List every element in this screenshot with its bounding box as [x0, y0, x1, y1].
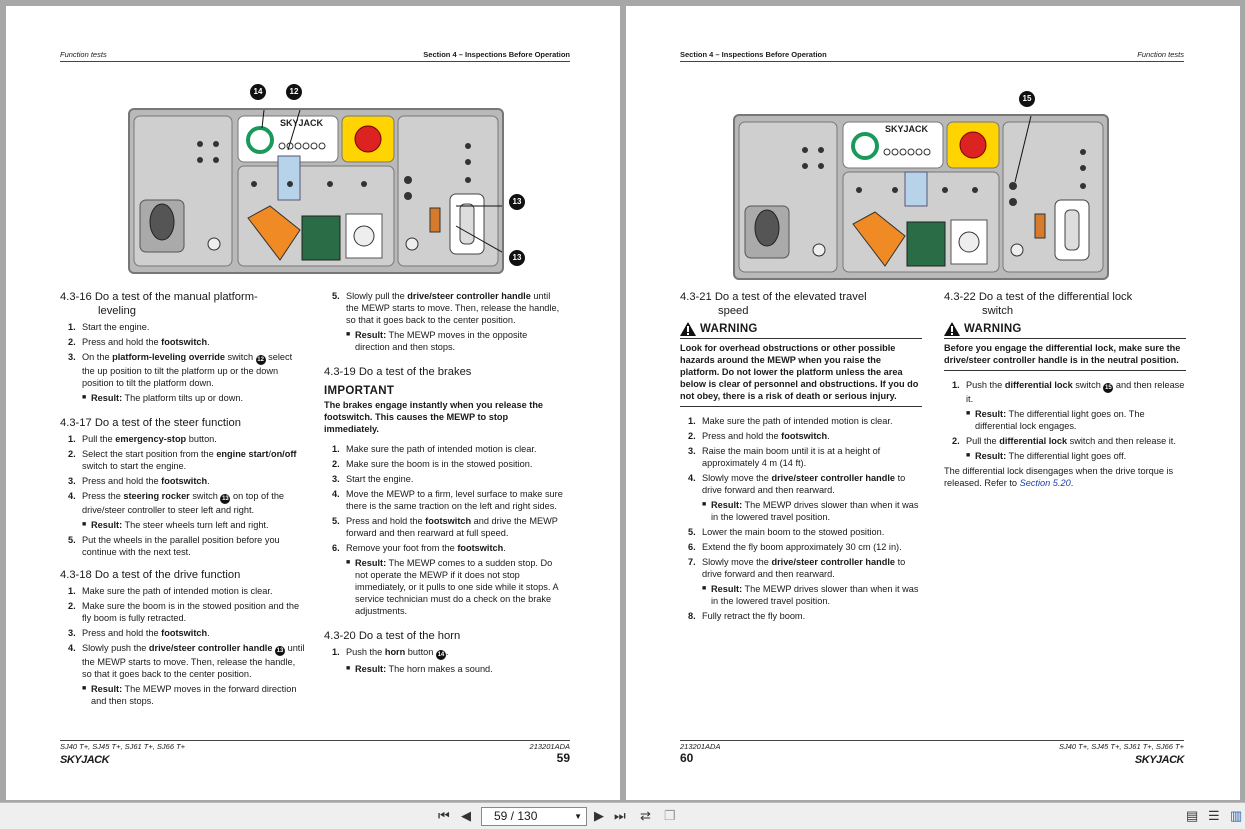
header-rule — [60, 61, 570, 62]
result: ■ Result: The MEWP moves in the forward direction and then stops. — [82, 684, 297, 706]
footer-rule — [680, 740, 1184, 741]
page-60 — [626, 6, 1240, 800]
callout-inline-12: 12 — [257, 357, 264, 363]
step-2: 2. Select the start position from the engine start/on/off switch to start the engine. — [68, 449, 297, 471]
step-4: 4. Move the MEWP to a firm, level surface to make sure there is the same traction on the left and right sides. — [332, 489, 563, 511]
step-7: 7. Slowly move the drive/steer controller handle to drive forward and then rearward. — [688, 557, 906, 579]
result: ■ Result: The MEWP comes to a sudden stop. Do not operate the MEWP if it does not stop immediately, or it pulls to one side while it stops. A service technician must do a check on the brake adjustments. — [346, 558, 559, 616]
step-1: 1. Start the engine. — [68, 322, 150, 332]
step-8: 8. Fully retract the fly boom. — [688, 611, 806, 621]
copy-icon[interactable]: ❐ — [664, 808, 676, 823]
step-2: 2. Make sure the boom is in the stowed position. — [332, 459, 533, 469]
step-4: 4. Slowly move the drive/steer controller handle to drive forward and then rearward. — [688, 473, 906, 495]
step-2: 2. Pull the differential lock switch and then release it. — [952, 436, 1176, 446]
step-5: 5. Put the wheels in the parallel position before you continue with the next test. — [68, 535, 280, 557]
single-page-view-icon[interactable]: ▤ — [1186, 808, 1199, 823]
callout-14: 14 — [250, 84, 266, 100]
step-3: 3. Press and hold the footswitch. — [68, 476, 210, 486]
warning-triangle-icon — [680, 322, 696, 336]
dropdown-arrow-icon: ▼ — [574, 812, 582, 821]
step-5: 5. Slowly pull the drive/steer controller handle until the MEWP starts to move. Then, release the handle, so that it goes back to the center position. — [332, 291, 560, 325]
step-5: 5. Lower the main boom to the stowed position. — [688, 527, 885, 537]
skyjack-logo: SKYJACK — [60, 754, 110, 766]
previous-page-icon[interactable]: ◀ — [461, 808, 471, 823]
callout-inline-13: 13 — [222, 496, 229, 502]
step-6: 6. Remove your foot from the footswitch. — [332, 543, 506, 553]
header-left: Section 4 – Inspections Before Operation — [680, 50, 827, 59]
footer-models: SJ40 T+, SJ45 T+, SJ61 T+, SJ66 T+ — [1058, 742, 1184, 751]
panel-brand: SKYJACK — [885, 124, 929, 134]
last-page-icon[interactable]: ⏭ — [614, 808, 626, 823]
callout-12: 12 — [286, 84, 302, 100]
callout-inline-15: 15 — [1105, 385, 1112, 391]
step-2: 2. Make sure the boom is in the stowed position and the fly boom is fully retracted. — [68, 601, 300, 623]
callout-13: 13 — [509, 194, 525, 210]
next-page-icon[interactable]: ▶ — [594, 808, 604, 823]
warning-box — [680, 322, 922, 407]
viewer-toolbar — [0, 802, 1245, 829]
important-heading: IMPORTANT — [324, 385, 395, 397]
page-59 — [6, 6, 620, 800]
step-2: 2. Press and hold the footswitch. — [68, 337, 210, 347]
step-2: 2. Press and hold the footswitch. — [688, 431, 830, 441]
section-5-20-link[interactable]: Section 5.20 — [1019, 478, 1071, 488]
step-1: 1. Push the differential lock switch 15 and then release it. — [952, 380, 1185, 404]
step-1: 1. Push the horn button 14 . — [332, 647, 449, 658]
right-column-2 — [944, 290, 1186, 492]
step-1: 1. Pull the emergency-stop button. — [68, 434, 217, 444]
page-number: 59 — [556, 751, 570, 765]
section-4-3-21-title: 4.3-21 Do a test of the elevated travel speed — [680, 291, 867, 317]
differential-lock-note: The differential lock disengages when the drive torque is released. Refer to Section 5.20. — [944, 466, 1174, 488]
step-3: 3. Start the engine. — [332, 474, 414, 484]
result: ■ Result: The platform tilts up or down. — [82, 393, 243, 403]
warning-heading: WARNING — [944, 322, 1186, 339]
header-right: Section 4 – Inspections Before Operation — [423, 50, 570, 59]
section-4-3-22-title: 4.3-22 Do a test of the differential lock switch — [944, 291, 1133, 317]
control-panel-illustration — [733, 114, 1109, 280]
section-4-3-20-title: 4.3-20 Do a test of the horn — [324, 630, 461, 642]
warning-box — [944, 322, 1186, 371]
control-panel-drawing — [130, 110, 502, 272]
page-selector[interactable] — [481, 807, 587, 826]
result: ■ Result: The MEWP moves in the opposite direction and then stops. — [346, 330, 528, 352]
control-panel-illustration — [128, 108, 504, 274]
step-5: 5. Press and hold the footswitch and drive the MEWP forward and then rearward at full speed. — [332, 516, 558, 538]
callout-13: 13 — [509, 250, 525, 266]
header-right: Function tests — [1137, 50, 1184, 59]
result: ■ Result: The MEWP drives slower than when it was in the lowered travel position. — [702, 500, 919, 522]
left-column-2 — [324, 290, 564, 678]
page-indicator: 59 / 130 — [494, 809, 538, 823]
two-page-view-icon[interactable]: ▥ — [1230, 808, 1243, 823]
footer-doc-number: 213201ADA — [529, 742, 570, 751]
step-1: 1. Make sure the path of intended motion is clear. — [332, 444, 537, 454]
header-rule — [680, 61, 1184, 62]
warning-body: Before you engage the differential lock, make sure the drive/steer controller handle is in the neutral position. — [944, 343, 1181, 365]
header-left: Function tests — [60, 50, 107, 59]
right-column-1 — [680, 290, 922, 625]
step-3: 3. Raise the main boom until it is at a height of approximately 4 m (14 ft). — [688, 446, 881, 468]
result: ■ Result: The differential light goes on. The differential lock engages. — [966, 409, 1145, 431]
export-icon[interactable]: ⇄ — [640, 808, 651, 823]
page-number: 60 — [680, 751, 694, 765]
callout-inline-13: 13 — [276, 648, 284, 654]
step-4: 4. Slowly push the drive/steer controller handle 13 until the MEWP starts to move. Then, release the handle, so that it goes back to the center position. — [68, 643, 305, 679]
footer-doc-number: 213201ADA — [680, 742, 721, 751]
footer-models: SJ40 T+, SJ45 T+, SJ61 T+, SJ66 T+ — [60, 742, 186, 751]
skyjack-logo: SKYJACK — [1134, 754, 1184, 766]
panel-brand: SKYJACK — [280, 118, 324, 128]
section-4-3-16-title: 4.3-16 Do a test of the manual platform- leveling — [60, 291, 258, 317]
section-4-3-17-title: 4.3-17 Do a test of the steer function — [60, 417, 241, 429]
step-6: 6. Extend the fly boom approximately 30 cm (12 in). — [688, 542, 902, 552]
footer-rule — [60, 740, 570, 741]
section-4-3-19-title: 4.3-19 Do a test of the brakes — [324, 366, 472, 378]
section-4-3-18-title: 4.3-18 Do a test of the drive function — [60, 569, 241, 581]
first-page-icon[interactable]: ⏮ — [438, 808, 450, 823]
step-3: 3. Press and hold the footswitch. — [68, 628, 210, 638]
warning-heading: WARNING — [680, 322, 922, 339]
continuous-view-icon[interactable]: ☰ — [1208, 808, 1220, 823]
control-panel-drawing — [735, 116, 1107, 278]
callout-inline-14: 14 — [437, 652, 445, 658]
step-3: 3. On the platform-leveling override switch 12 select the up position to tilt the platform up or the down position to tilt the platform down. — [68, 352, 293, 388]
result: ■ Result: The steer wheels turn left and right. — [82, 520, 269, 530]
callout-15: 15 — [1019, 91, 1035, 107]
warning-triangle-icon — [944, 322, 960, 336]
important-body: The brakes engage instantly when you release the footswitch. This causes the MEWP to stop immediately. — [324, 400, 544, 434]
step-1: 1. Make sure the path of intended motion is clear. — [68, 586, 273, 596]
step-4: 4. Press the steering rocker switch 13 on top of the drive/steer controller to steer left and right. — [68, 491, 285, 515]
step-1: 1. Make sure the path of intended motion is clear. — [688, 416, 893, 426]
left-column-1 — [60, 290, 305, 710]
warning-body: Look for overhead obstructions or other possible hazards around the MEWP when you raise the platform. Do not lower the platform unless the area below is clear of personnel and obstructions. If you do not obey, there is a risk of death or serious injury. — [680, 343, 919, 401]
result: ■ Result: The differential light goes off. — [966, 451, 1127, 461]
result: ■ Result: The MEWP drives slower than when it was in the lowered travel position. — [702, 584, 919, 606]
result: ■ Result: The horn makes a sound. — [346, 664, 493, 674]
